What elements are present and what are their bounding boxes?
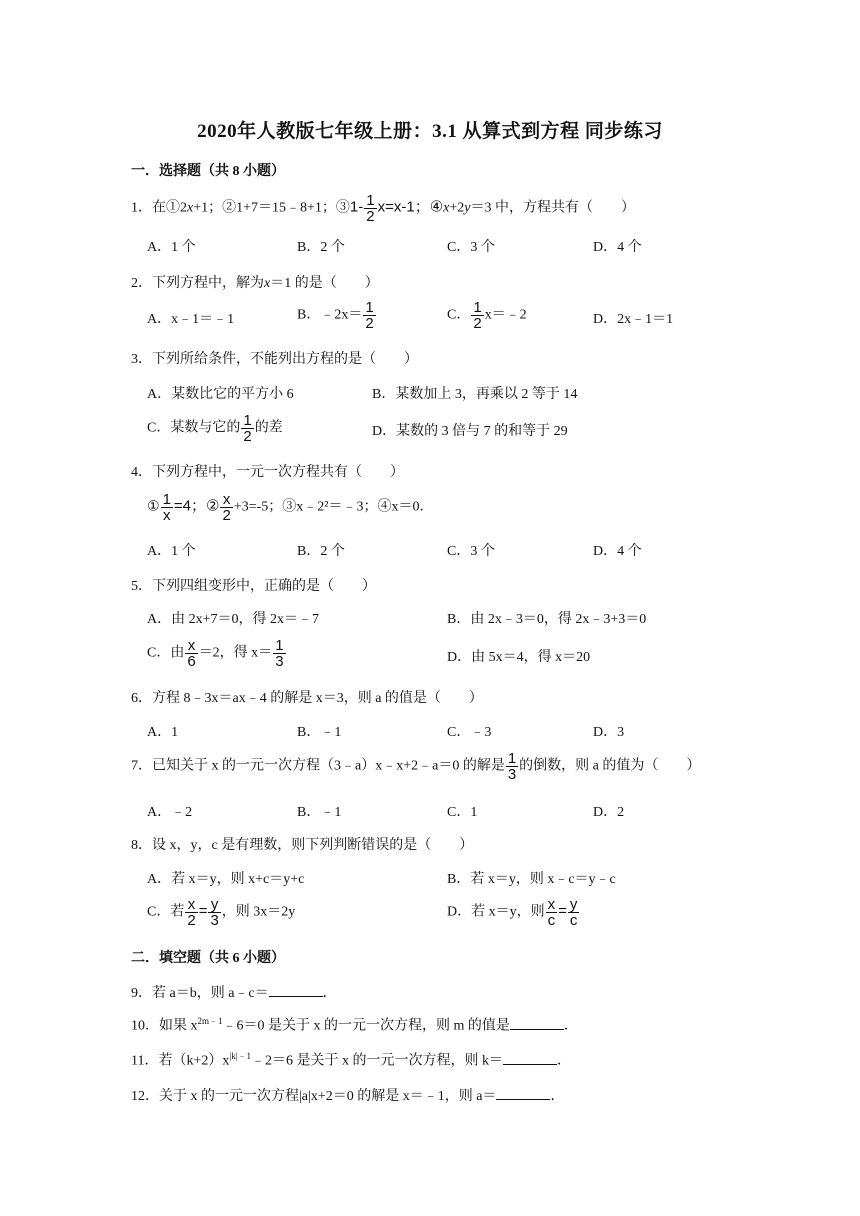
q3-option-d: D．某数的 3 倍与 7 的和等于 29	[372, 424, 568, 439]
q4-option-b: B．2 个	[297, 544, 345, 559]
q6-option-d: D．3	[593, 725, 625, 740]
question-10: 10．如果 $x^{2m﹣1}﹣6=0$ 是关于 x 的一元一次方程，则 m 的值是 ．	[131, 1016, 578, 1034]
question-9: 9．若 a＝b，则 a﹣c＝ ．	[131, 986, 337, 1001]
question-8: 8．设 x，y，c 是有理数，则下列判断错误的是（ ）	[131, 838, 474, 853]
question-5: 5．下列四组变形中，正确的是（ ）	[131, 579, 376, 594]
fraction: $\frac{1}{2}$	[366, 192, 375, 225]
question-11: 11．若$(k+2)x^{|k|﹣1}﹣2=6$ 是关于 x 的一元一次方程，则 k＝ ．	[131, 1051, 571, 1069]
q3-option-b: B．某数加上 3，再乘以 2 等于 14	[372, 387, 578, 402]
q7-option-a: A．﹣2	[147, 805, 193, 820]
q8-option-b: B．若 x＝y，则 x﹣c＝y﹣c	[447, 872, 616, 887]
question-3: 3．下列所给条件，不能列出方程的是（ ）	[131, 352, 418, 367]
question-12: 12．关于 x 的一元一次方程|a|x+2＝0 的解是 x＝﹣1，则 a＝ ．	[131, 1089, 565, 1104]
q3-option-a: A．某数比它的平方小 6	[147, 387, 294, 402]
q2-option-c: C． $\frac{1}{2}$ x＝﹣2	[447, 299, 527, 332]
q4-option-a: A．1 个	[147, 544, 196, 559]
question-2: 2．下列方程中，解为x＝1 的是（ ）	[131, 276, 379, 291]
q2-option-d: D．2x﹣1＝1	[593, 312, 674, 327]
q8-option-a: A．若 x＝y，则 x+c＝y+c	[147, 872, 305, 887]
q4-equations: ① $\frac{1}{x}$ =4；② $\frac{x}{2}$ +3=-5；③x﹣2²＝﹣3；④x＝0．	[147, 491, 434, 524]
q1-option-a: A．1 个	[147, 240, 196, 255]
section-choice-heading: 一．选择题（共 8 小题）	[131, 164, 285, 179]
q6-option-c: C．﹣3	[447, 725, 492, 740]
question-4: 4．下列方程中，一元一次方程共有（ ）	[131, 465, 404, 480]
q1-option-b: B．2 个	[297, 240, 345, 255]
q8-option-c: C．若 $\frac{x}{2}$ = $\frac{y}{3}$ ，则 3x＝2y	[147, 896, 296, 929]
question-7: 7．已知关于 x 的一元一次方程（3﹣a）x﹣x+2﹣a＝0 的解是 $\frac{1}{3}$ 的倒数，则 a 的值为（ ）	[131, 750, 701, 783]
q3-option-c: C．某数与它的 $\frac{1}{2}$ 的差	[147, 412, 283, 445]
q4-option-c: C．3 个	[447, 544, 495, 559]
q7-option-b: B．﹣1	[297, 805, 342, 820]
q8-option-d: D．若 x＝y，则 $\frac{x}{c}$ = $\frac{y}{c}$	[447, 896, 578, 929]
answer-blank[interactable]	[510, 1017, 564, 1030]
q5-option-c: C．由 $\frac{x}{6}$ ＝2，得 x＝ $\frac{1}{3}$	[147, 637, 284, 670]
section-fill-heading: 二．填空题（共 6 小题）	[131, 951, 285, 966]
question-6: 6．方程 8﹣3x＝ax﹣4 的解是 x＝3，则 a 的值是（ ）	[131, 691, 483, 706]
q2-option-b: B．﹣2x＝ $\frac{1}{2}$	[297, 299, 374, 332]
answer-blank[interactable]	[269, 984, 323, 997]
q4-option-d: D．4 个	[593, 544, 642, 559]
q1-option-c: C．3 个	[447, 240, 495, 255]
q7-option-d: D．2	[593, 805, 625, 820]
answer-blank[interactable]	[496, 1087, 550, 1100]
question-1: 1．在①2x+1；②1+7＝15﹣8+1；③1- $\frac{1}{2}$ x=x-1；④x+2y＝3 中，方程共有（ ）	[131, 192, 635, 225]
q5-option-a: A．由 2x+7＝0，得 2x＝﹣7	[147, 612, 320, 627]
answer-blank[interactable]	[503, 1052, 557, 1065]
q1-option-d: D．4 个	[593, 240, 642, 255]
q6-option-b: B．﹣1	[297, 725, 342, 740]
q5-option-d: D．由 5x＝4，得 x＝20	[447, 650, 591, 665]
q5-option-b: B．由 2x﹣3＝0，得 2x﹣3+3＝0	[447, 612, 647, 627]
page-title: 2020年人教版七年级上册：3.1 从算式到方程 同步练习	[197, 121, 663, 142]
q7-option-c: C．1	[447, 805, 478, 820]
q2-option-a: A．x﹣1＝﹣1	[147, 312, 235, 327]
q6-option-a: A．1	[147, 725, 179, 740]
